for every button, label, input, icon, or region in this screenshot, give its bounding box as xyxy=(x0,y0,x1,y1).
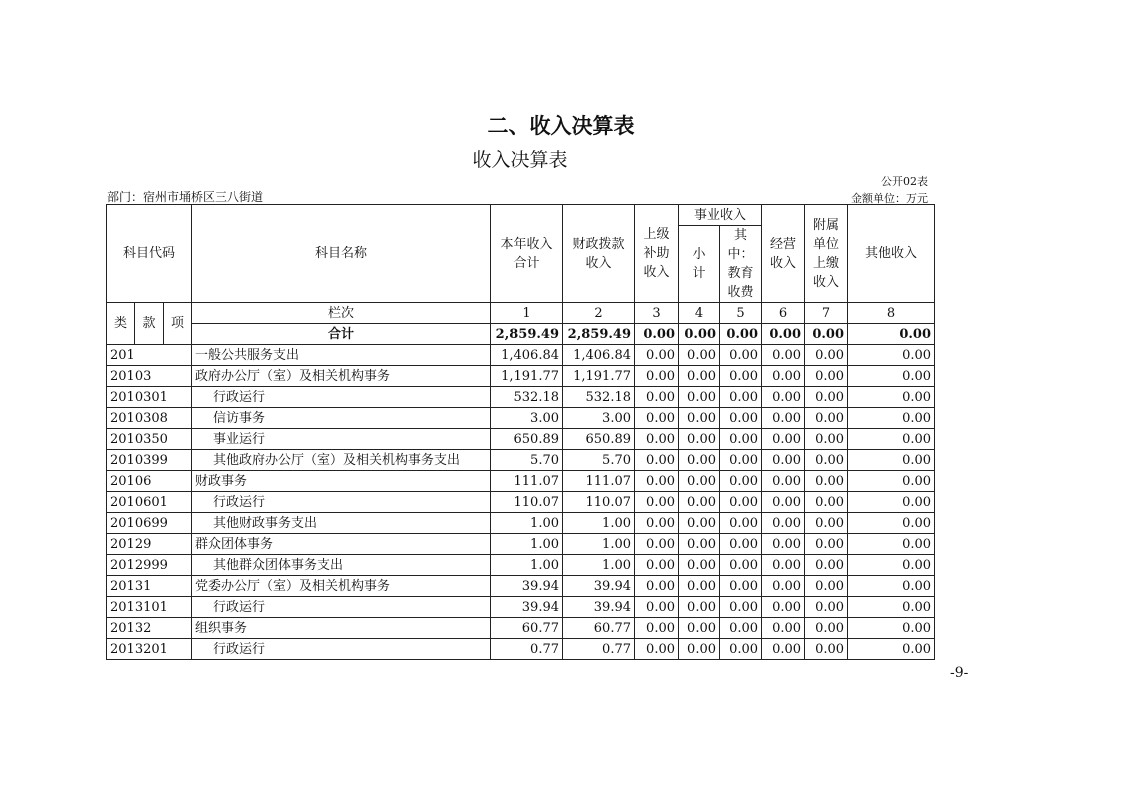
amount-cell: 0.00 xyxy=(635,408,679,429)
amount-cell: 0.00 xyxy=(805,492,848,513)
header-subject-name: 科目名称 xyxy=(192,205,491,303)
total-value: 0.00 xyxy=(635,324,679,345)
amount-cell: 0.00 xyxy=(679,387,720,408)
amount-cell: 0.00 xyxy=(762,597,805,618)
amount-cell: 650.89 xyxy=(563,429,635,450)
amount-cell: 39.94 xyxy=(491,597,563,618)
table-row xyxy=(107,450,935,471)
amount-cell: 1.00 xyxy=(491,513,563,534)
amount-cell: 0.00 xyxy=(848,471,935,492)
amount-cell: 0.00 xyxy=(679,492,720,513)
amount-cell: 0.00 xyxy=(848,429,935,450)
col-num: 1 xyxy=(491,303,563,324)
table-row xyxy=(107,345,935,366)
table-row xyxy=(107,618,935,639)
subject-code-cell: 20129 xyxy=(107,534,192,555)
amount-cell: 0.00 xyxy=(848,639,935,660)
amount-cell: 0.00 xyxy=(848,513,935,534)
amount-cell: 0.00 xyxy=(679,555,720,576)
amount-cell: 1.00 xyxy=(563,555,635,576)
subject-name-cell: 政府办公厅（室）及相关机构事务 xyxy=(192,366,491,387)
table-row xyxy=(107,366,935,387)
header-xiang: 项 xyxy=(164,303,192,345)
amount-cell: 0.00 xyxy=(762,450,805,471)
amount-cell: 0.00 xyxy=(762,345,805,366)
subject-code-cell: 2010399 xyxy=(107,450,192,471)
subject-code-cell: 201 xyxy=(107,345,192,366)
col-num: 4 xyxy=(679,303,720,324)
amount-cell: 0.00 xyxy=(805,429,848,450)
amount-cell: 0.00 xyxy=(635,387,679,408)
amount-cell: 0.00 xyxy=(679,450,720,471)
amount-cell: 0.00 xyxy=(848,387,935,408)
col-num: 7 xyxy=(805,303,848,324)
col-num: 3 xyxy=(635,303,679,324)
amount-cell: 532.18 xyxy=(491,387,563,408)
subject-code-cell: 2010601 xyxy=(107,492,192,513)
amount-cell: 0.00 xyxy=(805,471,848,492)
amount-cell: 532.18 xyxy=(563,387,635,408)
amount-cell: 1.00 xyxy=(491,534,563,555)
total-value: 0.00 xyxy=(848,324,935,345)
subject-name-cell: 一般公共服务支出 xyxy=(192,345,491,366)
amount-cell: 0.00 xyxy=(679,471,720,492)
header-education-fee: 其中：教育收费 xyxy=(720,226,762,303)
subject-name-cell: 行政运行 xyxy=(192,492,491,513)
column-label: 栏次 xyxy=(192,303,491,324)
subject-code-cell: 2012999 xyxy=(107,555,192,576)
amount-cell: 0.00 xyxy=(762,492,805,513)
subject-name-cell: 组织事务 xyxy=(192,618,491,639)
amount-cell: 0.00 xyxy=(848,618,935,639)
column-number-row xyxy=(107,303,935,324)
amount-cell: 0.00 xyxy=(762,471,805,492)
amount-cell: 0.00 xyxy=(635,639,679,660)
col-num: 8 xyxy=(848,303,935,324)
amount-cell: 0.00 xyxy=(635,450,679,471)
header-business-income: 事业收入 xyxy=(679,205,762,226)
amount-cell: 5.70 xyxy=(491,450,563,471)
table-row xyxy=(107,534,935,555)
table-row xyxy=(107,639,935,660)
header-affiliated-income: 附属单位上缴收入 xyxy=(805,205,848,303)
amount-cell: 0.00 xyxy=(720,450,762,471)
subject-code-cell: 20131 xyxy=(107,576,192,597)
table-row xyxy=(107,429,935,450)
subject-code-cell: 2010301 xyxy=(107,387,192,408)
amount-cell: 0.00 xyxy=(720,408,762,429)
subject-name-cell: 其他政府办公厅（室）及相关机构事务支出 xyxy=(192,450,491,471)
amount-cell: 0.00 xyxy=(720,639,762,660)
table-row xyxy=(107,471,935,492)
amount-cell: 1,191.77 xyxy=(563,366,635,387)
amount-cell: 110.07 xyxy=(563,492,635,513)
table-row xyxy=(107,387,935,408)
amount-cell: 0.00 xyxy=(805,366,848,387)
total-value: 0.00 xyxy=(720,324,762,345)
amount-cell: 0.00 xyxy=(720,534,762,555)
amount-cell: 0.00 xyxy=(848,555,935,576)
total-value: 2,859.49 xyxy=(491,324,563,345)
header-row-1 xyxy=(107,205,935,226)
form-number: 公开02表 xyxy=(881,175,928,188)
amount-cell: 1,406.84 xyxy=(563,345,635,366)
amount-cell: 39.94 xyxy=(491,576,563,597)
subject-code-cell: 2010699 xyxy=(107,513,192,534)
header-total-income: 本年收入合计 xyxy=(491,205,563,303)
amount-cell: 0.00 xyxy=(805,639,848,660)
table-row xyxy=(107,576,935,597)
subject-code-cell: 20132 xyxy=(107,618,192,639)
amount-cell: 0.00 xyxy=(635,513,679,534)
amount-cell: 0.00 xyxy=(720,366,762,387)
col-num: 2 xyxy=(563,303,635,324)
amount-cell: 3.00 xyxy=(563,408,635,429)
header-kuan: 款 xyxy=(135,303,164,345)
amount-cell: 0.00 xyxy=(635,534,679,555)
amount-cell: 0.00 xyxy=(805,345,848,366)
subject-name-cell: 行政运行 xyxy=(192,597,491,618)
amount-cell: 0.00 xyxy=(720,555,762,576)
amount-cell: 0.00 xyxy=(635,555,679,576)
amount-cell: 0.00 xyxy=(848,450,935,471)
amount-cell: 0.00 xyxy=(635,345,679,366)
amount-cell: 0.00 xyxy=(762,534,805,555)
amount-cell: 0.00 xyxy=(848,408,935,429)
amount-cell: 0.00 xyxy=(848,597,935,618)
subject-name-cell: 信访事务 xyxy=(192,408,491,429)
header-other-income: 其他收入 xyxy=(848,205,935,303)
amount-cell: 1.00 xyxy=(563,513,635,534)
amount-cell: 0.00 xyxy=(805,450,848,471)
amount-cell: 0.00 xyxy=(848,492,935,513)
header-subtotal: 小计 xyxy=(679,226,720,303)
amount-cell: 0.00 xyxy=(679,639,720,660)
amount-cell: 1.00 xyxy=(491,555,563,576)
col-num: 5 xyxy=(720,303,762,324)
amount-cell: 0.00 xyxy=(635,597,679,618)
amount-cell: 0.00 xyxy=(805,555,848,576)
subject-code-cell: 20106 xyxy=(107,471,192,492)
table-title: 收入决算表 xyxy=(472,149,568,171)
total-value: 2,859.49 xyxy=(563,324,635,345)
amount-cell: 0.00 xyxy=(679,366,720,387)
amount-cell: 3.00 xyxy=(491,408,563,429)
amount-cell: 0.00 xyxy=(679,534,720,555)
amount-cell: 60.77 xyxy=(563,618,635,639)
amount-cell: 0.00 xyxy=(805,408,848,429)
amount-cell: 1,191.77 xyxy=(491,366,563,387)
subject-code-cell: 2013101 xyxy=(107,597,192,618)
amount-cell: 0.00 xyxy=(720,387,762,408)
col-num: 6 xyxy=(762,303,805,324)
amount-cell: 0.00 xyxy=(720,492,762,513)
table-row xyxy=(107,555,935,576)
amount-cell: 0.00 xyxy=(762,429,805,450)
amount-cell: 0.00 xyxy=(762,555,805,576)
amount-cell: 0.00 xyxy=(762,513,805,534)
subject-name-cell: 其他群众团体事务支出 xyxy=(192,555,491,576)
total-value: 0.00 xyxy=(762,324,805,345)
amount-cell: 0.00 xyxy=(635,492,679,513)
amount-cell: 0.00 xyxy=(635,366,679,387)
amount-cell: 0.00 xyxy=(720,471,762,492)
subject-code-cell: 2013201 xyxy=(107,639,192,660)
amount-cell: 0.00 xyxy=(720,345,762,366)
amount-cell: 111.07 xyxy=(491,471,563,492)
subject-name-cell: 群众团体事务 xyxy=(192,534,491,555)
amount-cell: 0.00 xyxy=(679,513,720,534)
subject-name-cell: 党委办公厅（室）及相关机构事务 xyxy=(192,576,491,597)
amount-cell: 0.00 xyxy=(635,429,679,450)
income-report-table xyxy=(106,204,935,660)
table-row xyxy=(107,492,935,513)
amount-cell: 0.00 xyxy=(848,576,935,597)
amount-cell: 0.00 xyxy=(679,429,720,450)
amount-cell: 0.00 xyxy=(805,597,848,618)
amount-cell: 1,406.84 xyxy=(491,345,563,366)
subject-code-cell: 2010308 xyxy=(107,408,192,429)
total-row xyxy=(107,324,935,345)
amount-cell: 110.07 xyxy=(491,492,563,513)
amount-cell: 0.00 xyxy=(635,471,679,492)
table-row xyxy=(107,513,935,534)
table-row xyxy=(107,408,935,429)
amount-cell: 0.00 xyxy=(848,366,935,387)
header-lei: 类 xyxy=(107,303,135,345)
amount-cell: 0.00 xyxy=(762,408,805,429)
amount-cell: 0.00 xyxy=(762,387,805,408)
amount-cell: 0.00 xyxy=(720,576,762,597)
amount-cell: 0.00 xyxy=(679,345,720,366)
table-row xyxy=(107,597,935,618)
subject-name-cell: 行政运行 xyxy=(192,387,491,408)
amount-cell: 0.00 xyxy=(762,618,805,639)
amount-cell: 0.00 xyxy=(635,576,679,597)
total-value: 0.00 xyxy=(805,324,848,345)
amount-cell: 0.00 xyxy=(679,408,720,429)
amount-cell: 39.94 xyxy=(563,597,635,618)
total-label: 合计 xyxy=(192,324,491,345)
subject-name-cell: 财政事务 xyxy=(192,471,491,492)
amount-cell: 0.77 xyxy=(563,639,635,660)
amount-cell: 0.00 xyxy=(635,618,679,639)
header-superior-subsidy: 上级补助收入 xyxy=(635,205,679,303)
page-number: -9- xyxy=(950,665,969,681)
amount-cell: 39.94 xyxy=(563,576,635,597)
department-label: 部门：宿州市埇桥区三八街道 xyxy=(107,190,264,204)
amount-cell: 111.07 xyxy=(563,471,635,492)
amount-cell: 0.00 xyxy=(679,618,720,639)
amount-cell: 0.00 xyxy=(848,534,935,555)
amount-cell: 1.00 xyxy=(563,534,635,555)
amount-cell: 60.77 xyxy=(491,618,563,639)
header-operating-income: 经营收入 xyxy=(762,205,805,303)
amount-cell: 0.77 xyxy=(491,639,563,660)
amount-cell: 0.00 xyxy=(720,429,762,450)
amount-cell: 0.00 xyxy=(679,576,720,597)
amount-cell: 0.00 xyxy=(720,513,762,534)
amount-cell: 0.00 xyxy=(848,345,935,366)
subject-name-cell: 其他财政事务支出 xyxy=(192,513,491,534)
amount-cell: 0.00 xyxy=(720,597,762,618)
header-subject-code: 科目代码 xyxy=(107,205,192,303)
amount-cell: 0.00 xyxy=(762,576,805,597)
amount-cell: 0.00 xyxy=(805,618,848,639)
total-value: 0.00 xyxy=(679,324,720,345)
amount-cell: 0.00 xyxy=(805,576,848,597)
amount-cell: 0.00 xyxy=(720,618,762,639)
subject-name-cell: 行政运行 xyxy=(192,639,491,660)
amount-cell: 0.00 xyxy=(762,366,805,387)
amount-cell: 0.00 xyxy=(679,597,720,618)
amount-cell: 0.00 xyxy=(805,387,848,408)
amount-cell: 5.70 xyxy=(563,450,635,471)
amount-cell: 0.00 xyxy=(805,513,848,534)
header-fiscal-income: 财政拨款收入 xyxy=(563,205,635,303)
amount-cell: 0.00 xyxy=(762,639,805,660)
amount-unit-label: 金额单位：万元 xyxy=(851,192,928,205)
subject-code-cell: 2010350 xyxy=(107,429,192,450)
subject-code-cell: 20103 xyxy=(107,366,192,387)
page-title: 二、收入决算表 xyxy=(487,114,635,138)
subject-name-cell: 事业运行 xyxy=(192,429,491,450)
amount-cell: 650.89 xyxy=(491,429,563,450)
amount-cell: 0.00 xyxy=(805,534,848,555)
